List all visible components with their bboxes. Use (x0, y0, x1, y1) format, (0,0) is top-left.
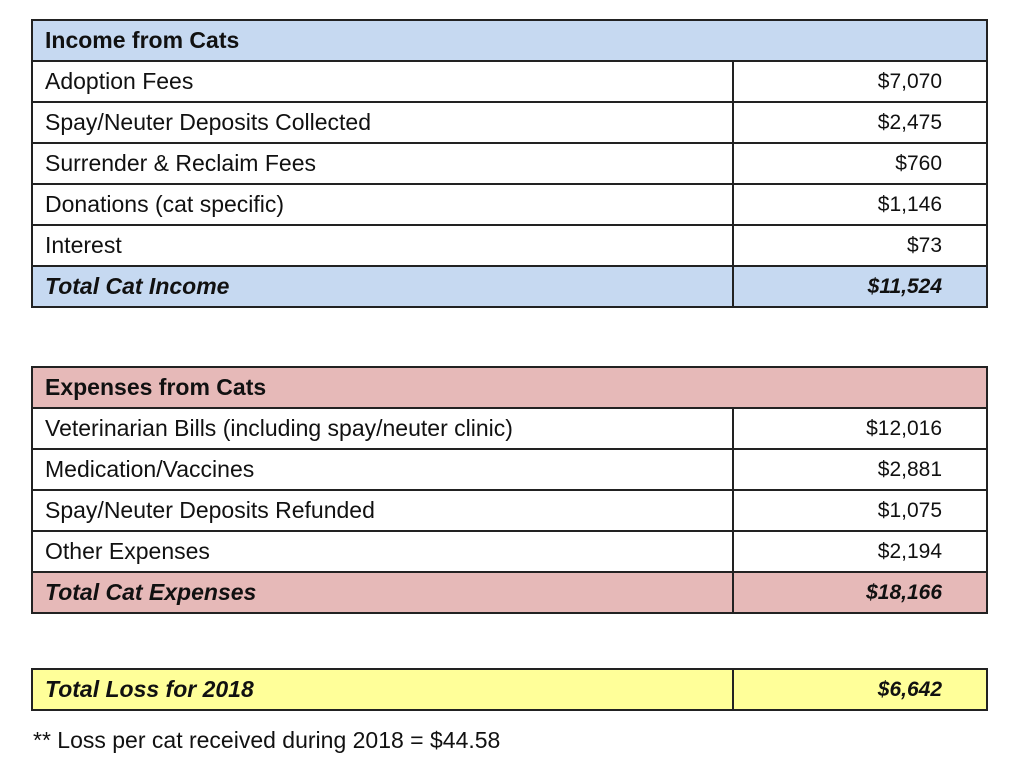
row-value: $12,016 (733, 408, 987, 449)
table-row (32, 61, 987, 102)
row-value: $73 (733, 225, 987, 266)
row-label: Veterinarian Bills (including spay/neuter clinic) (32, 408, 733, 449)
row-label: Other Expenses (32, 531, 733, 572)
row-label: Spay/Neuter Deposits Refunded (32, 490, 733, 531)
row-label: Medication/Vaccines (32, 449, 733, 490)
row-label: Donations (cat specific) (32, 184, 733, 225)
income-total-row (32, 266, 987, 307)
loss-table (31, 668, 988, 711)
table-row (32, 143, 987, 184)
table-row (32, 449, 987, 490)
income-header-row (32, 20, 987, 61)
table-row (32, 408, 987, 449)
income-total-value: $11,524 (733, 266, 987, 307)
income-total-label: Total Cat Income (32, 266, 733, 307)
row-label: Adoption Fees (32, 61, 733, 102)
table-row (32, 490, 987, 531)
row-value: $1,075 (733, 490, 987, 531)
income-table (31, 19, 988, 308)
row-value: $2,194 (733, 531, 987, 572)
table-row (32, 184, 987, 225)
expenses-table (31, 366, 988, 614)
row-value: $2,475 (733, 102, 987, 143)
expenses-header: Expenses from Cats (32, 367, 987, 408)
row-value: $7,070 (733, 61, 987, 102)
expenses-header-row (32, 367, 987, 408)
table-row (32, 225, 987, 266)
expenses-total-label: Total Cat Expenses (32, 572, 733, 613)
income-header: Income from Cats (32, 20, 987, 61)
loss-label: Total Loss for 2018 (32, 669, 733, 710)
table-row (32, 531, 987, 572)
expenses-total-value: $18,166 (733, 572, 987, 613)
loss-value: $6,642 (733, 669, 987, 710)
expenses-total-row (32, 572, 987, 613)
loss-per-cat-note: ** Loss per cat received during 2018 = $44.58 (33, 727, 501, 753)
row-label: Spay/Neuter Deposits Collected (32, 102, 733, 143)
table-row (32, 102, 987, 143)
row-value: $2,881 (733, 449, 987, 490)
row-label: Surrender & Reclaim Fees (32, 143, 733, 184)
row-value: $760 (733, 143, 987, 184)
loss-row (32, 669, 987, 710)
row-value: $1,146 (733, 184, 987, 225)
row-label: Interest (32, 225, 733, 266)
